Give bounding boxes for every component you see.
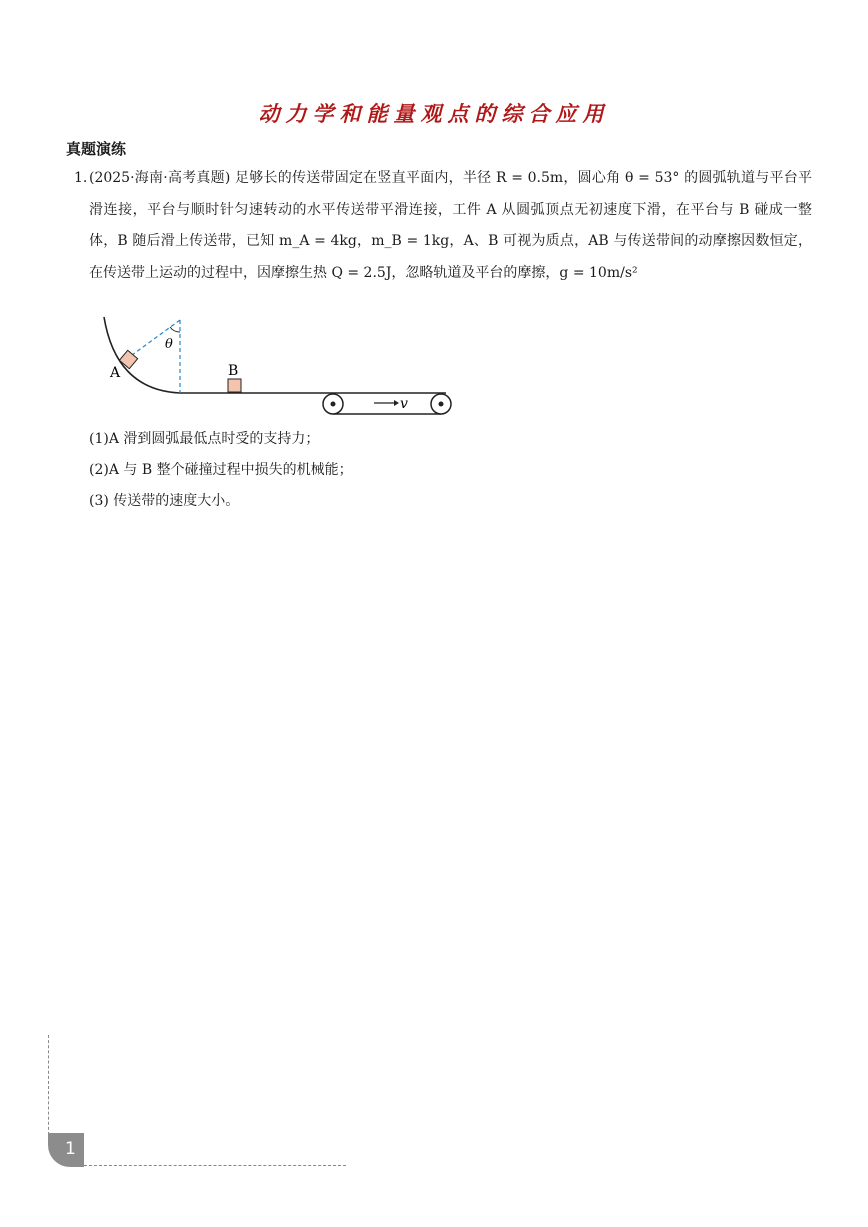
velocity-label: v bbox=[400, 396, 408, 412]
question-3: (3) 传送带的速度大小。 bbox=[89, 493, 240, 509]
problem-number: 1. bbox=[74, 170, 88, 186]
velocity-arrowhead bbox=[394, 400, 399, 406]
left-roller-axle bbox=[331, 402, 336, 407]
block-a bbox=[119, 350, 137, 368]
problem-text: (2025·海南·高考真题) 足够长的传送带固定在竖直平面内，半径 R = 0.5m，圆心角 θ = 53° 的圆弧轨道与平台平滑连接，平台与顺时针匀速转动的水平传送带平滑连接，工件 A 从圆弧顶点无初速度下滑，在平台与 B 碰成一整体，B 随后滑上传送带，已知 m_A = 4kg，m_B = 1kg，A、B 可视为质点，AB 与传送带间的动摩擦因数恒定，在传送带上运动的过程中，因摩擦生热 Q = 2.5J，忽略轨道及平台的摩擦，g = 10m/s² bbox=[89, 170, 812, 281]
section-heading: 真题演练 bbox=[66, 140, 127, 158]
theta-label: θ bbox=[165, 337, 173, 352]
block-b-label: B bbox=[228, 363, 239, 379]
block-a-label: A bbox=[110, 365, 121, 381]
physics-diagram bbox=[96, 312, 456, 422]
page-title: 动力学和能量观点的综合应用 bbox=[258, 101, 610, 126]
problem-1 bbox=[74, 163, 812, 289]
margin-dashed-line bbox=[48, 1035, 49, 1135]
question-2: (2)A 与 B 整个碰撞过程中损失的机械能； bbox=[89, 462, 353, 478]
angle-arc bbox=[170, 327, 180, 332]
page-number: 1 bbox=[48, 1133, 84, 1167]
block-b bbox=[228, 379, 241, 392]
question-1: (1)A 滑到圆弧最低点时受的支持力； bbox=[89, 431, 320, 447]
footer-dashed-line bbox=[84, 1165, 346, 1166]
right-roller-axle bbox=[439, 402, 444, 407]
